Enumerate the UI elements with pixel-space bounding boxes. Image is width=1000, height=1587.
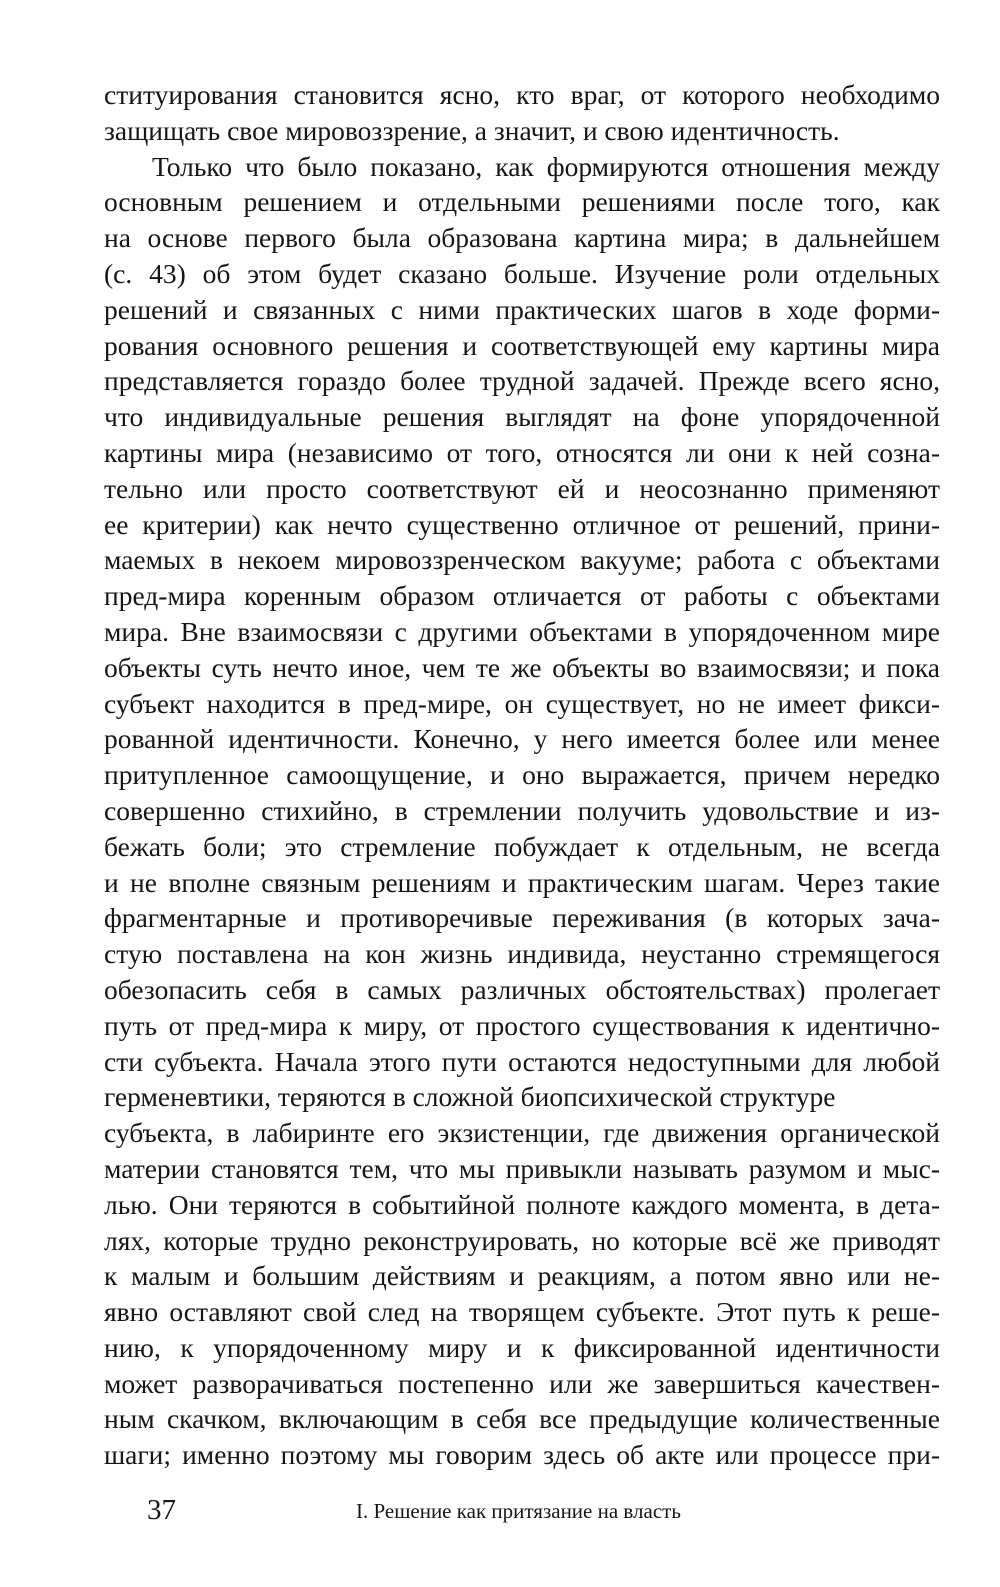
text-line: путь от пред-мира к миру, от простого существования к идентично- — [104, 1009, 940, 1041]
text-line: сти субъекта. Начала этого пути остаются недоступными для любой — [104, 1045, 940, 1077]
text-line: герменевтики, теряются в сложной биопсихической структуре — [104, 1081, 836, 1113]
page-footer — [0, 1492, 1000, 1532]
text-line: к малым и большим действиям и реакциям, а потом явно или не- — [104, 1260, 940, 1292]
text-line: явно оставляют свой след на творящем субъекте. Этот путь к реше- — [104, 1296, 940, 1328]
text-line: стую поставлена на кон жизнь индивида, неустанно стремящегося — [104, 938, 940, 970]
text-line: обезопасить себя в самых различных обстоятельствах) пролегает — [104, 973, 940, 1005]
text-line: лью. Они теряются в событийной полноте каждого момента, в дета- — [104, 1188, 940, 1220]
text-line: ее критерии) как нечто существенно отличное от решений, прини- — [104, 508, 940, 540]
page-number: 37 — [147, 1494, 176, 1526]
text-line: шаги; именно поэтому мы говорим здесь об акте или процессе при- — [104, 1439, 940, 1471]
running-head: I. Решение как притязание на власть — [356, 1499, 681, 1523]
text-line: решений и связанных с ними практических шагов в ходе форми- — [104, 293, 940, 325]
text-line: (с. 43) об этом будет сказано больше. Изучение роли отдельных — [104, 257, 940, 289]
text-line: что индивидуальные решения выглядят на фоне упорядоченной — [104, 401, 940, 433]
text-line: тельно или просто соответствуют ей и неосознанно применяют — [104, 472, 940, 504]
text-line: основным решением и отдельными решениями после того, как — [104, 186, 940, 218]
body-text — [104, 77, 940, 1473]
text-line: картины мира (независимо от того, относятся ли они к ней созна- — [104, 436, 940, 468]
text-line: на основе первого была образована картина мира; в дальнейшем — [104, 222, 940, 254]
text-line: ным скачком, включающим в себя все предыдущие количественные — [104, 1403, 940, 1435]
text-line: и не вполне связным решениям и практическим шагам. Через такие — [104, 866, 940, 898]
text-line: объекты суть нечто иное, чем те же объекты во взаимосвязи; и пока — [104, 651, 940, 683]
text-line: ституирования становится ясно, кто враг, от которого необходимо — [104, 79, 940, 110]
text-line: маемых в некоем мировоззренческом вакууме; работа с объектами — [104, 544, 940, 576]
text-line: совершенно стихийно, в стремлении получить удовольствие и из- — [104, 794, 940, 826]
text-line: мира. Вне взаимосвязи с другими объектами в упорядоченном мире — [104, 615, 940, 647]
text-line: рованной идентичности. Конечно, у него имеется более или менее — [104, 723, 940, 755]
text-line: защищать свое мировоззрение, а значит, и свою идентичность. — [104, 114, 840, 146]
text-line: притупленное самоощущение, и оно выражается, причем нередко — [104, 759, 940, 791]
text-line: материи становятся тем, что мы привыкли называть разумом и мыс- — [104, 1152, 940, 1184]
text-line: бежать боли; это стремление побуждает к отдельным, не всегда — [104, 830, 940, 862]
text-line: субъекта, в лабиринте его экзистенции, где движения органической — [104, 1117, 940, 1149]
text-line: представляется гораздо более трудной задачей. Прежде всего ясно, — [104, 365, 940, 397]
paragraph-first-line: Только что было показано, как формируются отношения между — [152, 150, 940, 182]
text-line: лях, которые трудно реконструировать, но которые всё же приводят — [104, 1224, 940, 1256]
text-line: пред-мира коренным образом отличается от работы с объектами — [104, 580, 940, 612]
text-line: нию, к упорядоченному миру и к фиксированной идентичности — [104, 1331, 940, 1363]
text-line: может разворачиваться постепенно или же завершиться качествен- — [104, 1367, 940, 1399]
text-line: рования основного решения и соответствующей ему картины мира — [104, 329, 940, 361]
text-line: фрагментарные и противоречивые переживания (в которых зача- — [104, 902, 940, 934]
text-line: субъект находится в пред-мире, он существует, но не имеет фикси- — [104, 687, 940, 719]
